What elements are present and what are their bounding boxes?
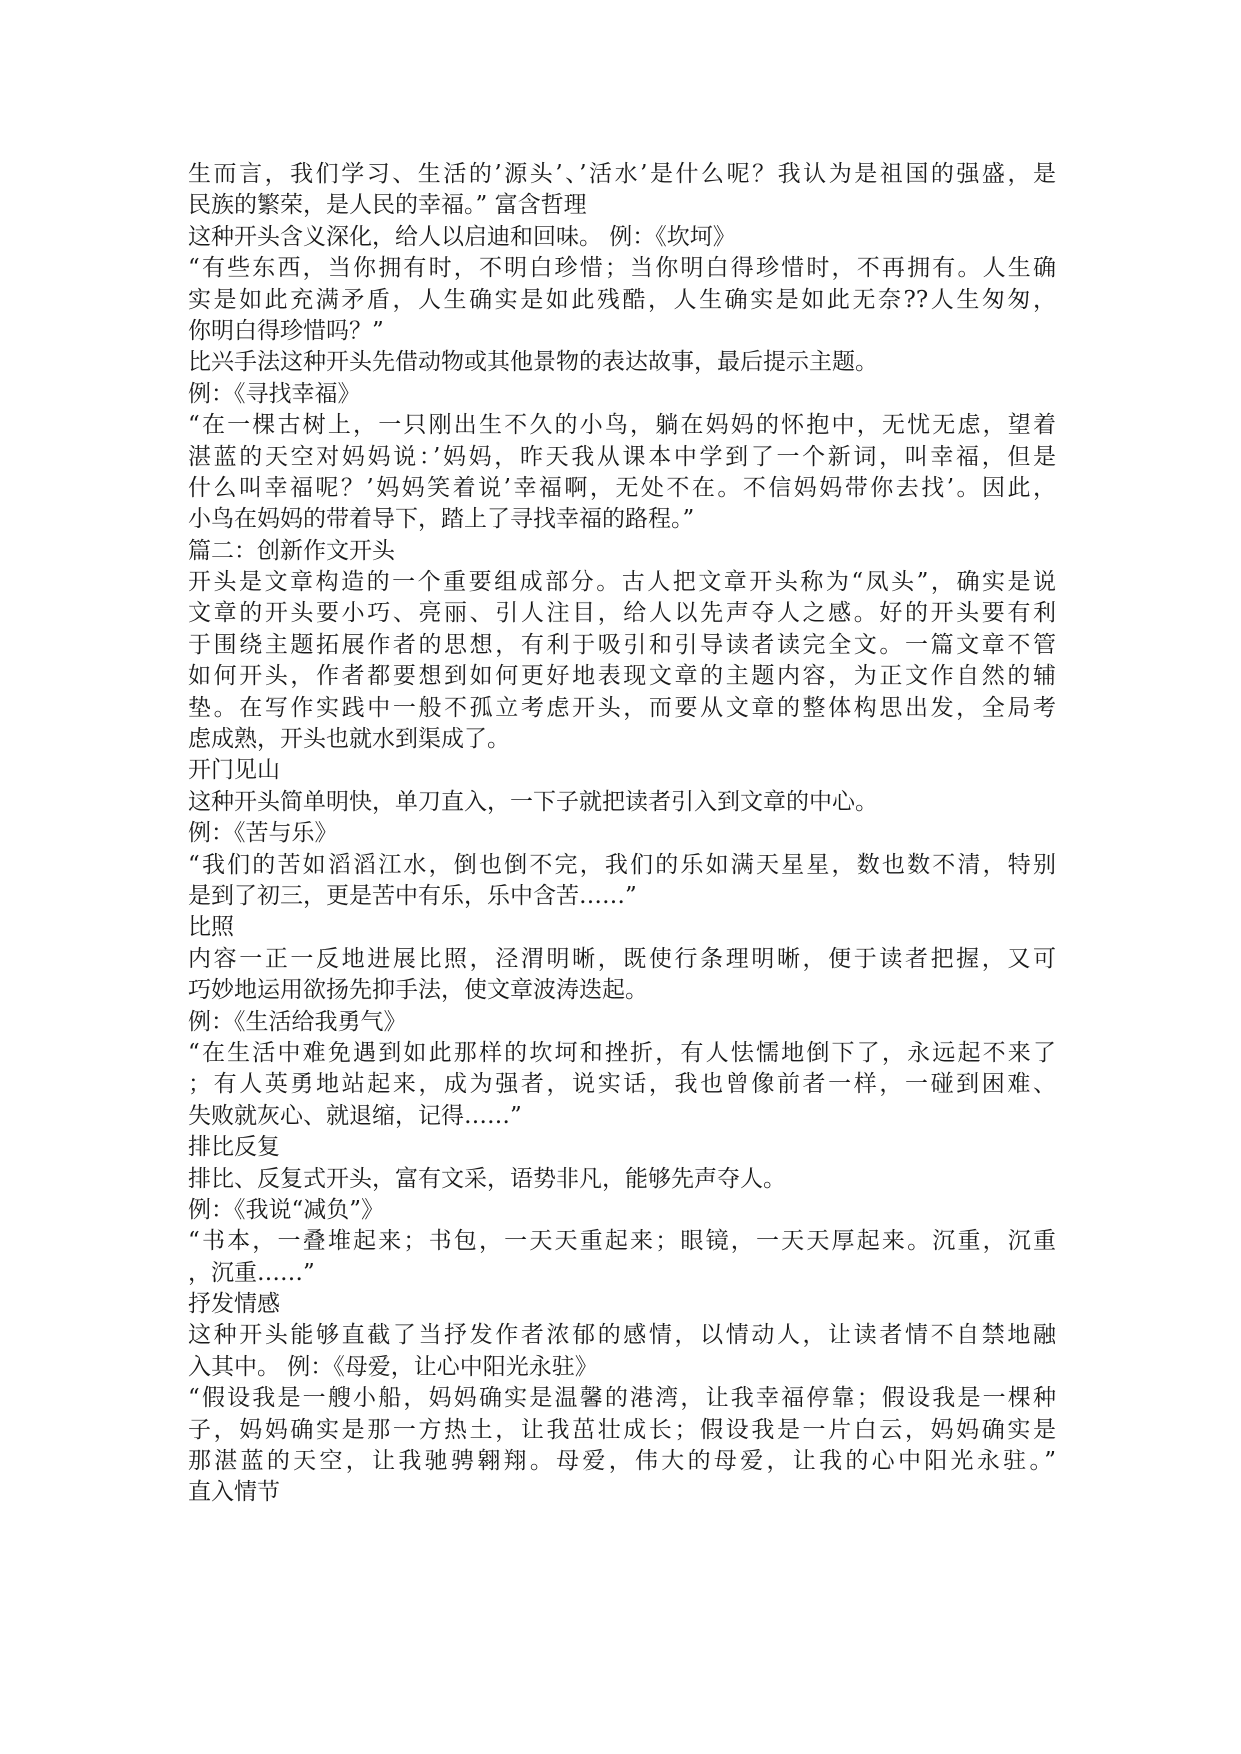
text-line: 实是如此充满矛盾，人生确实是如此残酷，人生确实是如此无奈??人生匆匆，: [188, 286, 1056, 313]
text-line: “在一棵古树上，一只刚出生不久的小鸟，躺在妈妈的怀抱中，无忧无虑，望着: [188, 412, 1056, 439]
text-line: 例：《寻找幸福》: [188, 380, 361, 407]
text-line: “假设我是一艘小船，妈妈确实是温馨的港湾，让我幸福停靠；假设我是一棵种: [188, 1385, 1056, 1412]
text-line: 巧妙地运用欲扬先抑手法，使文章波涛迭起。: [188, 977, 648, 1004]
text-line: 小鸟在妈妈的带着导下，踏上了寻找幸福的路程。”: [188, 506, 695, 533]
text-line: 例：《生活给我勇气》: [188, 1008, 407, 1035]
text-line: 内容一正一反地进展比照，泾渭明晰，既使行条理明晰，便于读者把握，又可: [188, 945, 1056, 972]
text-line: 文章的开头要小巧、亮丽、引人注目，给人以先声夺人之感。好的开头要有利: [188, 600, 1056, 627]
text-line: “书本，一叠堆起来；书包，一天天重起来；眼镜，一天天厚起来。沉重，沉重: [188, 1228, 1056, 1255]
document-body: [188, 159, 1088, 1509]
text-line: 比照: [188, 914, 234, 941]
text-line: “我们的苦如滔滔江水，倒也倒不完，我们的乐如满天星星，数也数不清，特别: [188, 851, 1056, 878]
text-line: 什么叫幸福呢？’妈妈笑着说’幸福啊，无处不在。不信妈妈带你去找’。因此，: [188, 474, 1056, 501]
text-line: 垫。在写作实践中一般不孤立考虑开头，而要从文章的整体构思出发，全局考: [188, 694, 1056, 721]
text-line: 如何开头，作者都要想到如何更好地表现文章的主题内容，为正文作自然的辅: [188, 663, 1056, 690]
text-line: ，沉重……”: [188, 1259, 315, 1286]
text-line: 排比、反复式开头，富有文采，语势非凡，能够先声夺人。: [188, 1165, 786, 1192]
text-line: 于围绕主题拓展作者的思想，有利于吸引和引导读者读完全文。一篇文章不管: [188, 631, 1056, 658]
text-line: 虑成熟，开头也就水到渠成了。: [188, 726, 510, 753]
text-line: 入其中。 例：《母爱，让心中阳光永驻》: [188, 1353, 598, 1380]
text-line: 抒发情感: [188, 1291, 280, 1318]
text-line: 民族的繁荣，是人民的幸福。” 富含哲理: [188, 192, 587, 219]
text-line: 这种开头能够直截了当抒发作者浓郁的感情，以情动人，让读者情不自禁地融: [188, 1322, 1056, 1349]
text-line: 那湛蓝的天空，让我驰骋翱翔。母爱，伟大的母爱，让我的心中阳光永驻。”: [188, 1448, 1056, 1475]
text-line: 生而言，我们学习、生活的’源头’、’活水’是什么呢？我认为是祖国的强盛，是: [188, 161, 1056, 187]
text-line: “在生活中难免遇到如此那样的坎坷和挫折，有人怯懦地倒下了，永远起不来了: [188, 1039, 1056, 1066]
text-line: ；有人英勇地站起来，成为强者，说实话，我也曾像前者一样，一碰到困难、: [188, 1071, 1056, 1098]
text-line: 是到了初三，更是苦中有乐，乐中含苦……”: [188, 882, 637, 909]
text-line: “有些东西，当你拥有时，不明白珍惜；当你明白得珍惜时，不再拥有。人生确: [188, 255, 1056, 282]
text-line: 开门见山: [188, 757, 280, 784]
text-line: 排比反复: [188, 1134, 280, 1161]
text-line: 直入情节: [188, 1479, 280, 1506]
text-line: 篇二：创新作文开头: [188, 537, 395, 564]
text-line: 子，妈妈确实是那一方热土，让我茁壮成长；假设我是一片白云，妈妈确实是: [188, 1416, 1056, 1443]
text-line: 比兴手法这种开头先借动物或其他景物的表达故事，最后提示主题。: [188, 349, 878, 376]
text-line: 这种开头含义深化，给人以启迪和回味。 例：《坎坷》: [188, 223, 736, 250]
text-line: 例：《我说“减负”》: [188, 1196, 385, 1223]
text-line: 这种开头简单明快，单刀直入，一下子就把读者引入到文章的中心。: [188, 788, 878, 815]
text-line: 湛蓝的天空对妈妈说：’妈妈，昨天我从课本中学到了一个新词，叫幸福，但是: [188, 443, 1056, 470]
text-line: 失败就灰心、就退缩，记得……”: [188, 1102, 522, 1129]
text-line: 例：《苦与乐》: [188, 820, 338, 847]
text-line: 开头是文章构造的一个重要组成部分。古人把文章开头称为“凤头”，确实是说: [188, 569, 1056, 596]
text-line: 你明白得珍惜吗？”: [188, 317, 384, 344]
